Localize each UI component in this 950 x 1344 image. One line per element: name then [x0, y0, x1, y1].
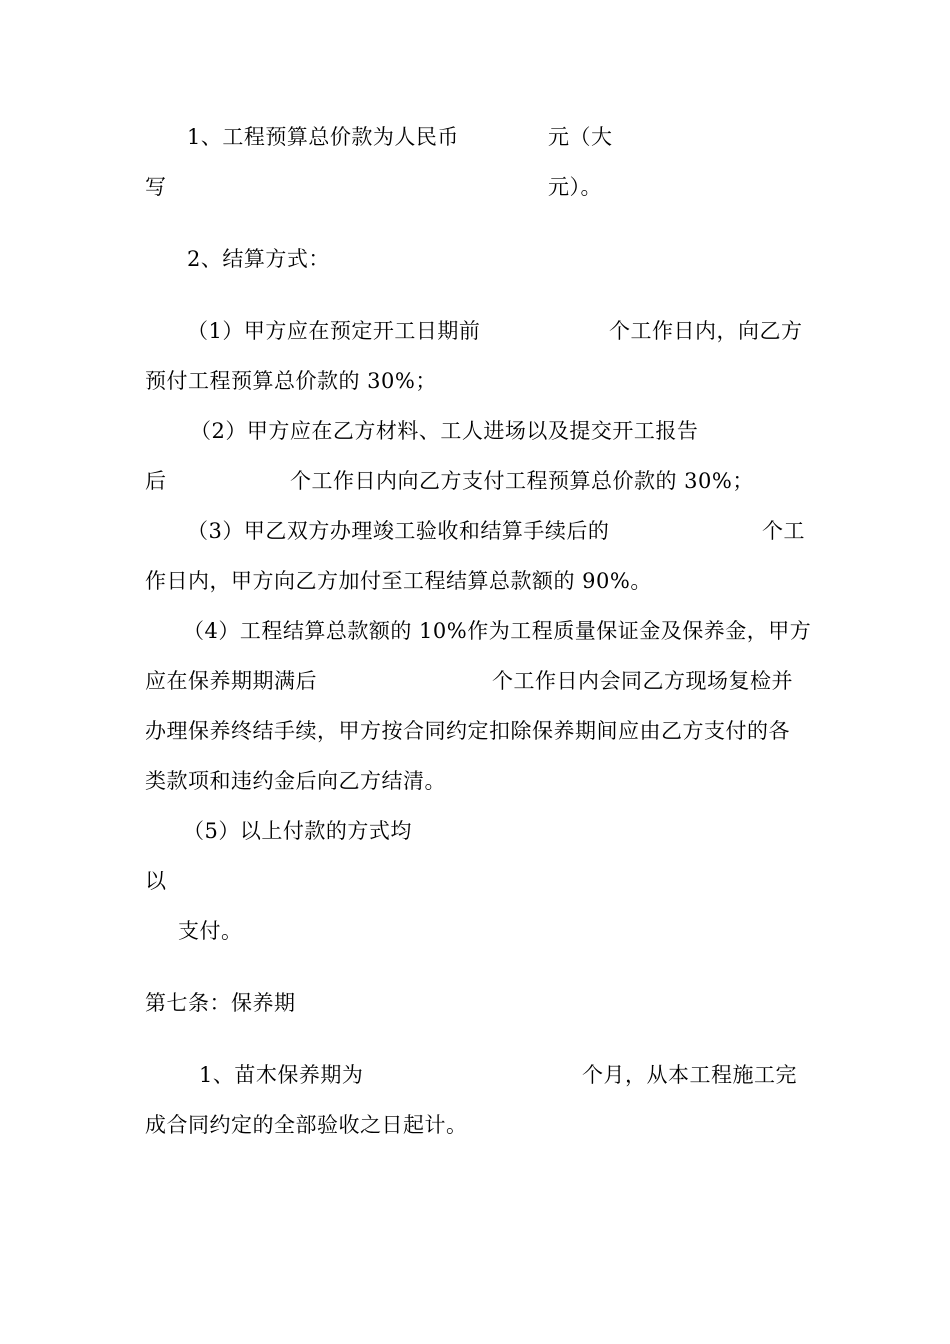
payment-clause-1-line-1b: 个工作日内，向乙方	[609, 319, 803, 343]
payment-clause-4-line-4: 类款项和违约金后向乙方结清。	[145, 769, 446, 793]
article-7-heading: 第七条：保养期	[145, 991, 296, 1015]
payment-clause-4-line-1: （4）工程结算总款额的 10%作为工程质量保证金及保养金，甲方	[183, 619, 812, 643]
budget-total-unit: 元（大	[548, 125, 613, 149]
payment-clause-3-line-1b: 个工	[762, 519, 805, 543]
maintenance-period-line-1b: 个月，从本工程施工完	[582, 1063, 797, 1087]
payment-clause-2-line-2a: 后	[145, 469, 167, 493]
payment-clause-4-line-2b: 个工作日内会同乙方现场复检并	[492, 669, 793, 693]
payment-clause-5-line-3: 支付。	[178, 919, 243, 943]
settlement-method-heading: 2、结算方式：	[187, 247, 330, 271]
payment-clause-2-line-2b: 个工作日内向乙方支付工程预算总价款的 30%；	[290, 469, 754, 493]
maintenance-period-line-2: 成合同约定的全部验收之日起计。	[145, 1113, 468, 1137]
payment-clause-4-line-2a: 应在保养期期满后	[145, 669, 317, 693]
maintenance-period-line-1a: 1、苗木保养期为	[199, 1063, 364, 1087]
budget-total-uppercase-unit: 元）。	[548, 175, 602, 199]
budget-total-uppercase-label: 写	[145, 175, 167, 199]
payment-clause-2-line-1: （2）甲方应在乙方材料、工人进场以及提交开工报告	[190, 419, 699, 443]
payment-clause-1-line-1a: （1）甲方应在预定开工日期前	[187, 319, 481, 343]
payment-clause-4-line-3: 办理保养终结手续，甲方按合同约定扣除保养期间应由乙方支付的各	[145, 719, 790, 743]
payment-clause-5-line-1: （5）以上付款的方式均	[183, 819, 412, 843]
payment-clause-3-line-2: 作日内，甲方向乙方加付至工程结算总款额的 90%。	[145, 569, 652, 593]
payment-clause-5-line-2: 以	[145, 869, 167, 893]
budget-total-label: 1、工程预算总价款为人民币	[187, 125, 459, 149]
payment-clause-3-line-1a: （3）甲乙双方办理竣工验收和结算手续后的	[187, 519, 610, 543]
payment-clause-1-line-2: 预付工程预算总价款的 30%；	[145, 369, 437, 393]
